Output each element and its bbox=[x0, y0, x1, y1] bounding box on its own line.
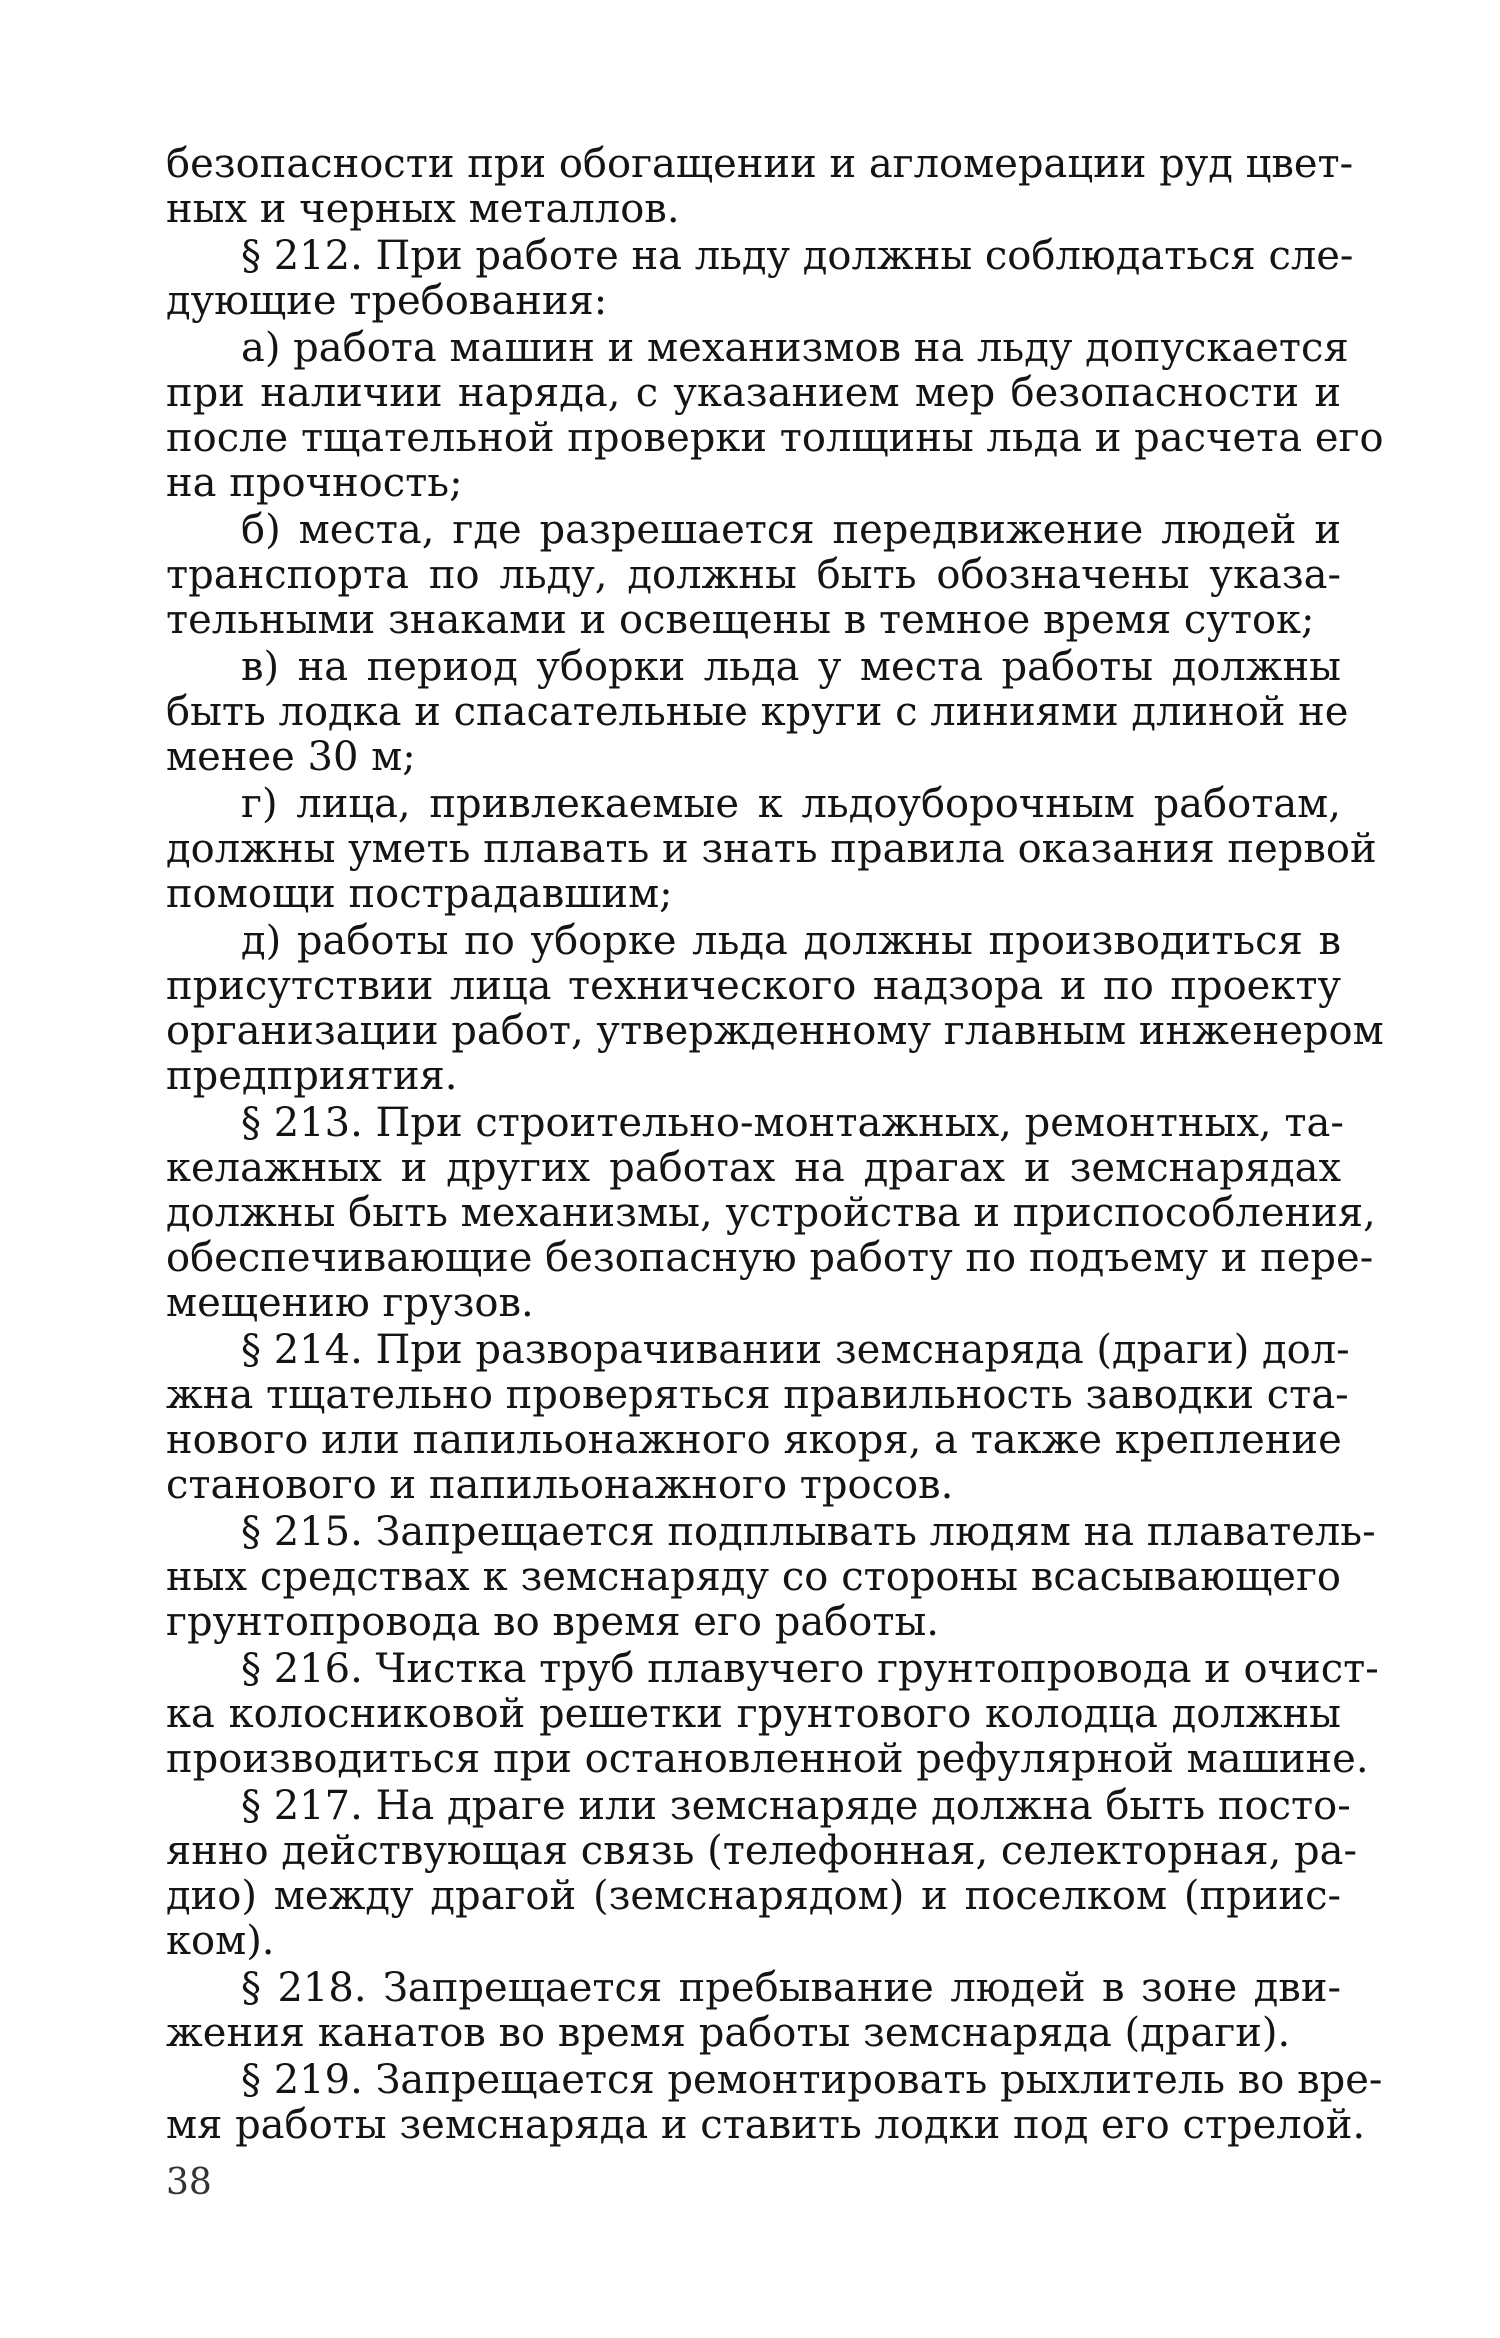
paragraph-p-212 bbox=[166, 233, 1354, 324]
text-line: должны уметь плавать и знать правила оказания первой bbox=[166, 826, 1377, 872]
text-line: б) места, где разрешается передвижение людей и bbox=[241, 507, 1341, 553]
text-line: ком). bbox=[166, 1918, 275, 1964]
text-line: § 219. Запрещается ремонтировать рыхлитель во вре- bbox=[241, 2057, 1383, 2103]
page-number: 38 bbox=[166, 2162, 212, 2203]
paragraph-p-212d bbox=[166, 781, 1377, 917]
text-line: при наличии наряда, с указанием мер безопасности и bbox=[166, 370, 1341, 416]
text-line: транспорта по льду, должны быть обозначены указа- bbox=[166, 552, 1341, 598]
text-line: в) на период уборки льда у места работы должны bbox=[241, 644, 1341, 690]
text-line: должны быть механизмы, устройства и приспособления, bbox=[166, 1190, 1376, 1236]
text-line: янно действующая связь (телефонная, селекторная, ра- bbox=[166, 1828, 1357, 1874]
text-line: нового или папильонажного якоря, а также крепление bbox=[166, 1417, 1342, 1463]
text-line: ка колосниковой решетки грунтового колодца должны bbox=[166, 1691, 1341, 1737]
text-line: организации работ, утвержденному главным инженером bbox=[166, 1008, 1384, 1054]
text-line: на прочность; bbox=[166, 460, 463, 506]
text-line: § 217. На драге или земснаряде должна быть посто- bbox=[241, 1783, 1351, 1829]
paragraph-p-217 bbox=[166, 1783, 1357, 1964]
text-line: дующие требования: bbox=[166, 278, 608, 324]
text-line: быть лодка и спасательные круги с линиями длиной не bbox=[166, 689, 1349, 735]
text-line: безопасности при обогащении и агломерации руд цвет- bbox=[166, 141, 1354, 187]
text-line: тельными знаками и освещены в темное время суток; bbox=[166, 597, 1315, 643]
text-line: ных средствах к земснаряду со стороны всасывающего bbox=[166, 1554, 1341, 1600]
paragraph-p-214 bbox=[166, 1327, 1350, 1508]
text-line: г) лица, привлекаемые к льдоуборочным работам, bbox=[241, 781, 1341, 827]
paragraph-p-219 bbox=[166, 2057, 1383, 2148]
text-line: присутствии лица технического надзора и по проекту bbox=[166, 963, 1341, 1009]
text-line: § 212. При работе на льду должны соблюдаться сле- bbox=[241, 233, 1354, 279]
text-line: § 216. Чистка труб плавучего грунтопровода и очист- bbox=[241, 1646, 1379, 1692]
text-line: грунтопровода во время его работы. bbox=[166, 1599, 940, 1645]
text-line: д) работы по уборке льда должны производиться в bbox=[241, 918, 1341, 964]
text-line: § 215. Запрещается подплывать людям на плаватель- bbox=[241, 1509, 1376, 1555]
text-line: § 213. При строительно-монтажных, ремонтных, та- bbox=[241, 1100, 1344, 1146]
text-line: а) работа машин и механизмов на льду допускается bbox=[241, 325, 1349, 371]
text-line: производиться при остановленной рефулярной машине. bbox=[166, 1736, 1369, 1782]
text-line: мещению грузов. bbox=[166, 1280, 534, 1326]
paragraph-p-cont bbox=[166, 141, 1354, 232]
text-line: § 214. При разворачивании земснаряда (драги) дол- bbox=[241, 1327, 1350, 1373]
text-line: менее 30 м; bbox=[166, 734, 416, 780]
text-line: жна тщательно проверяться правильность заводки ста- bbox=[166, 1372, 1349, 1418]
paragraph-p-218 bbox=[166, 1966, 1341, 2056]
paragraph-p-215 bbox=[166, 1509, 1376, 1645]
text-line: жения канатов во время работы земснаряда (драги). bbox=[166, 2010, 1291, 2056]
text-line: станового и папильонажного тросов. bbox=[166, 1462, 954, 1508]
text-line: келажных и других работах на драгах и земснарядах bbox=[166, 1145, 1341, 1191]
paragraph-p-213 bbox=[166, 1100, 1376, 1326]
paragraph-p-212b bbox=[166, 508, 1341, 643]
text-line: дио) между драгой (земснарядом) и поселком (приис- bbox=[166, 1873, 1341, 1919]
body-text bbox=[166, 141, 1384, 2148]
page-body bbox=[166, 140, 1384, 2148]
paragraph-p-212c bbox=[166, 644, 1349, 780]
text-line: после тщательной проверки толщины льда и расчета его bbox=[166, 415, 1384, 461]
text-line: ных и черных металлов. bbox=[166, 186, 680, 232]
text-line: обеспечивающие безопасную работу по подъему и пере- bbox=[166, 1235, 1374, 1281]
paragraph-p-212a bbox=[166, 325, 1384, 506]
text-line: мя работы земснаряда и ставить лодки под его стрелой. bbox=[166, 2102, 1366, 2148]
text-line: помощи пострадавшим; bbox=[166, 871, 673, 917]
text-line: § 218. Запрещается пребывание людей в зоне дви- bbox=[241, 1965, 1341, 2011]
paragraph-p-212e bbox=[166, 918, 1384, 1099]
text-line: предприятия. bbox=[166, 1053, 458, 1099]
paragraph-p-216 bbox=[166, 1646, 1379, 1782]
